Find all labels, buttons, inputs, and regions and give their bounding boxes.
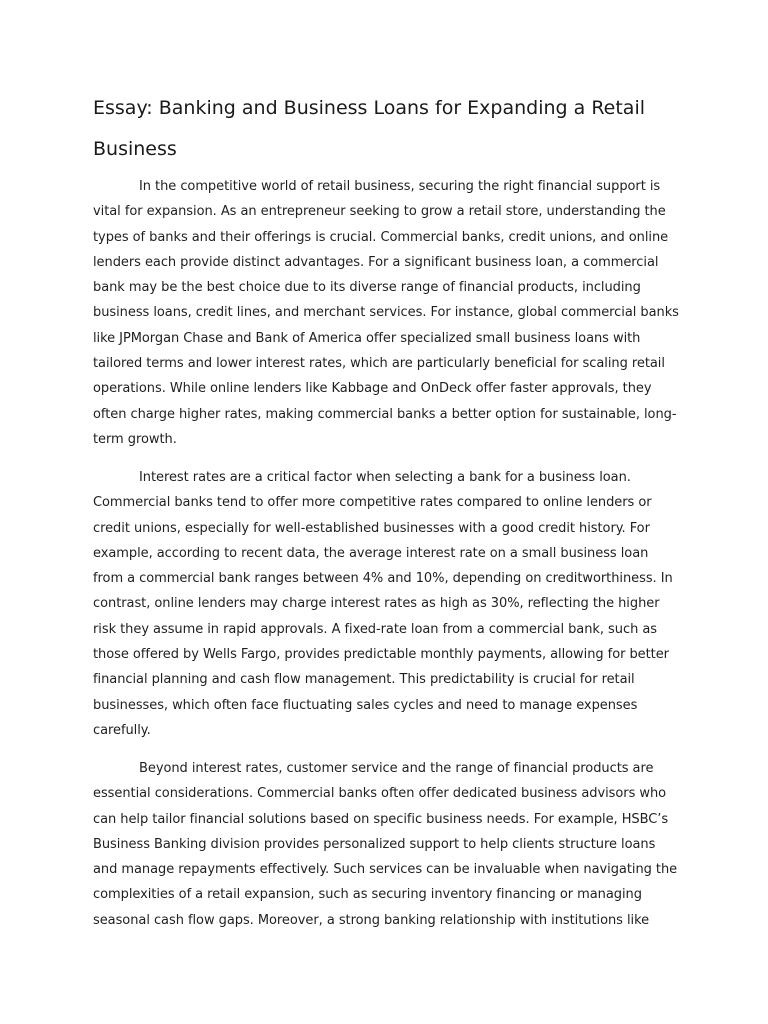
paragraph-customer-service: Beyond interest rates, customer service and the range of financial products are essential considerations. Commercial banks often offer dedicated business advisors who can help tailor financial solutions based on specific business needs. For example, HSBC’s Business Banking division provides personalized support to help clients structure loans and manage repayments effectively. Such services can be invaluable when navigating the complexities of a retail expansion, such as securing inventory financing or managing seasonal cash flow gaps. Moreover, a strong banking relationship with institutions like	[93, 761, 678, 928]
essay-title: Essay: Banking and Business Loans for Expanding a Retail Business	[93, 97, 646, 160]
paragraph-intro: In the competitive world of retail business, securing the right financial support is vital for expansion. As an entrepreneur seeking to grow a retail store, understanding the types of banks and their offerings is crucial. Commercial banks, credit unions, and online lenders each provide distinct advantages. For a significant business loan, a commercial bank may be the best choice due to its diverse range of financial products, including business loans, credit lines, and merchant services. For instance, global commercial banks like JPMorgan Chase and Bank of America offer specialized small business loans with tailored terms and lower interest rates, which are particularly beneficial for scaling retail operations. While online lenders like Kabbage and OnDeck offer faster approvals, they often charge higher rates, making commercial banks a better option for sustainable, long-term growth.	[93, 179, 679, 447]
paragraph-interest-rates: Interest rates are a critical factor when selecting a bank for a business loan. Commercial banks tend to offer more competitive rates compared to online lenders or credit unions, especially for well-established businesses with a good credit history. For example, according to recent data, the average interest rate on a small business loan from a commercial bank ranges between 4% and 10%, depending on creditworthiness. In contrast, online lenders may charge interest rates as high as 30%, reflecting the higher risk they assume in rapid approvals. A fixed-rate loan from a commercial bank, such as those offered by Wells Fargo, provides predictable monthly payments, allowing for better financial planning and cash flow management. This predictability is crucial for retail businesses, which often face fluctuating sales cycles and need to manage expenses carefully.	[93, 470, 673, 738]
